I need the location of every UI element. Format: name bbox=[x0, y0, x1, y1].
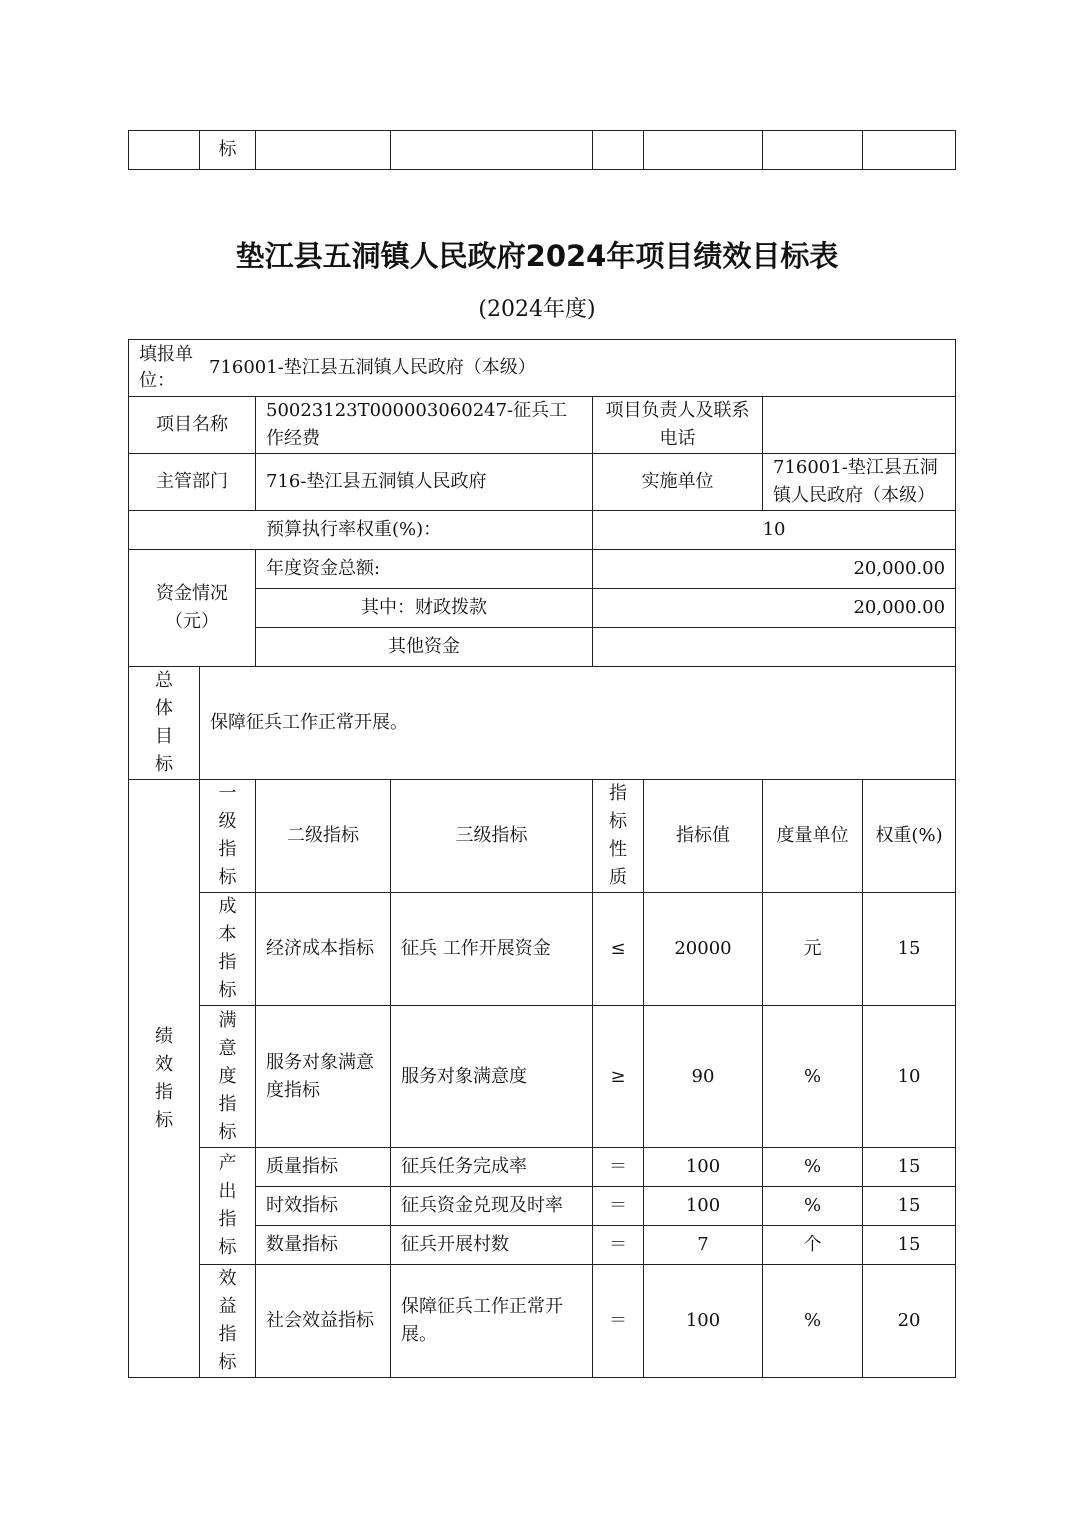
page-subtitle: (2024年度) bbox=[478, 297, 596, 322]
funds-fiscal-label: 其中：财政拨款 bbox=[256, 589, 593, 628]
dept-label: 主管部门 bbox=[129, 454, 256, 511]
perf-label: 绩效指标 bbox=[155, 1025, 173, 1131]
header-unit: 度量单位 bbox=[763, 780, 863, 893]
indicator-level2: 服务对象满意度指标 bbox=[256, 1006, 391, 1148]
goal-label: 总体目标 bbox=[155, 670, 173, 775]
indicator-header-row bbox=[129, 780, 956, 893]
indicator-level2: 质量指标 bbox=[256, 1148, 391, 1187]
budget-rate-row bbox=[129, 511, 956, 550]
indicator-level2: 时效指标 bbox=[256, 1187, 391, 1226]
indicator-value: 100 bbox=[644, 1265, 763, 1378]
indicator-value: 7 bbox=[644, 1226, 763, 1265]
dept-value: 716-垫江县五洞镇人民政府 bbox=[256, 454, 593, 511]
filing-unit-value: 716001-垫江县五洞镇人民政府（本级） bbox=[209, 357, 536, 378]
indicator-level1: 满意度指标 bbox=[218, 1009, 237, 1143]
table-row bbox=[129, 1265, 956, 1378]
indicator-level3: 征兵任务完成率 bbox=[391, 1148, 593, 1187]
responsible-value bbox=[763, 397, 956, 454]
indicator-nature: ＝ bbox=[593, 1148, 644, 1187]
header-nature: 指标性质 bbox=[609, 783, 627, 888]
indicator-level1: 产出指标 bbox=[218, 1153, 237, 1258]
goal-value: 保障征兵工作正常开展。 bbox=[200, 667, 956, 780]
indicator-nature: ≥ bbox=[593, 1006, 644, 1148]
indicator-weight: 15 bbox=[863, 1148, 956, 1187]
fragment-label: 标 bbox=[200, 131, 256, 170]
table-row bbox=[129, 1148, 956, 1187]
funds-other-value bbox=[593, 628, 956, 667]
indicator-weight: 15 bbox=[863, 1226, 956, 1265]
header-level3: 三级指标 bbox=[391, 780, 593, 893]
indicator-unit: 个 bbox=[763, 1226, 863, 1265]
indicator-nature: ＝ bbox=[593, 1187, 644, 1226]
filing-unit-row bbox=[129, 340, 956, 397]
indicator-value: 100 bbox=[644, 1187, 763, 1226]
indicator-level2: 社会效益指标 bbox=[256, 1265, 391, 1378]
indicator-value: 20000 bbox=[644, 893, 763, 1006]
table-row bbox=[129, 1006, 956, 1148]
header-level1: 一级指标 bbox=[218, 783, 237, 888]
department-row bbox=[129, 454, 956, 511]
indicator-value: 100 bbox=[644, 1148, 763, 1187]
funds-total-label: 年度资金总额: bbox=[256, 550, 593, 589]
filing-unit-label: 填报单位： bbox=[139, 344, 193, 391]
table-row bbox=[129, 893, 956, 1006]
indicator-value: 90 bbox=[644, 1006, 763, 1148]
overall-goal-row bbox=[129, 667, 956, 780]
indicator-weight: 20 bbox=[863, 1265, 956, 1378]
impl-label: 实施单位 bbox=[593, 454, 763, 511]
funds-total-row bbox=[129, 550, 956, 589]
indicator-level3: 征兵资金兑现及时率 bbox=[391, 1187, 593, 1226]
indicator-unit: % bbox=[763, 1006, 863, 1148]
indicator-level3: 征兵开展村数 bbox=[391, 1226, 593, 1265]
indicator-nature: ＝ bbox=[593, 1265, 644, 1378]
indicator-nature: ≤ bbox=[593, 893, 644, 1006]
indicator-unit: 元 bbox=[763, 893, 863, 1006]
indicator-unit: % bbox=[763, 1265, 863, 1378]
budget-rate-value: 10 bbox=[593, 511, 956, 550]
indicator-weight: 15 bbox=[863, 1187, 956, 1226]
indicator-weight: 15 bbox=[863, 893, 956, 1006]
header-value: 指标值 bbox=[644, 780, 763, 893]
indicator-unit: % bbox=[763, 1148, 863, 1187]
impl-value: 716001-垫江县五洞镇人民政府（本级） bbox=[763, 454, 956, 511]
indicator-level2: 经济成本指标 bbox=[256, 893, 391, 1006]
funds-other-label: 其他资金 bbox=[256, 628, 593, 667]
indicator-nature: ＝ bbox=[593, 1226, 644, 1265]
indicator-level3: 服务对象满意度 bbox=[391, 1006, 593, 1148]
header-level2: 二级指标 bbox=[256, 780, 391, 893]
funds-total-value: 20,000.00 bbox=[593, 550, 956, 589]
page-title: 垫江县五洞镇人民政府2024年项目绩效目标表 bbox=[235, 239, 839, 273]
previous-table-fragment bbox=[128, 130, 956, 170]
indicator-level1: 效益指标 bbox=[218, 1268, 237, 1373]
indicator-unit: % bbox=[763, 1187, 863, 1226]
project-name-label: 项目名称 bbox=[129, 397, 256, 454]
funds-label: 资金情况（元） bbox=[129, 550, 256, 667]
performance-target-table bbox=[128, 339, 956, 1378]
budget-rate-label: 预算执行率权重(%)： bbox=[266, 519, 442, 540]
header-weight: 权重(%) bbox=[863, 780, 956, 893]
indicator-level3: 征兵 工作开展资金 bbox=[391, 893, 593, 1006]
indicator-weight: 10 bbox=[863, 1006, 956, 1148]
indicator-level2: 数量指标 bbox=[256, 1226, 391, 1265]
indicator-level1: 成本指标 bbox=[218, 896, 237, 1001]
project-name-row bbox=[129, 397, 956, 454]
funds-fiscal-value: 20,000.00 bbox=[593, 589, 956, 628]
indicator-level3: 保障征兵工作正常开展。 bbox=[391, 1265, 593, 1378]
responsible-label: 项目负责人及联系电话 bbox=[593, 397, 763, 454]
project-name-value: 50023123T000003060247-征兵工作经费 bbox=[256, 397, 593, 454]
